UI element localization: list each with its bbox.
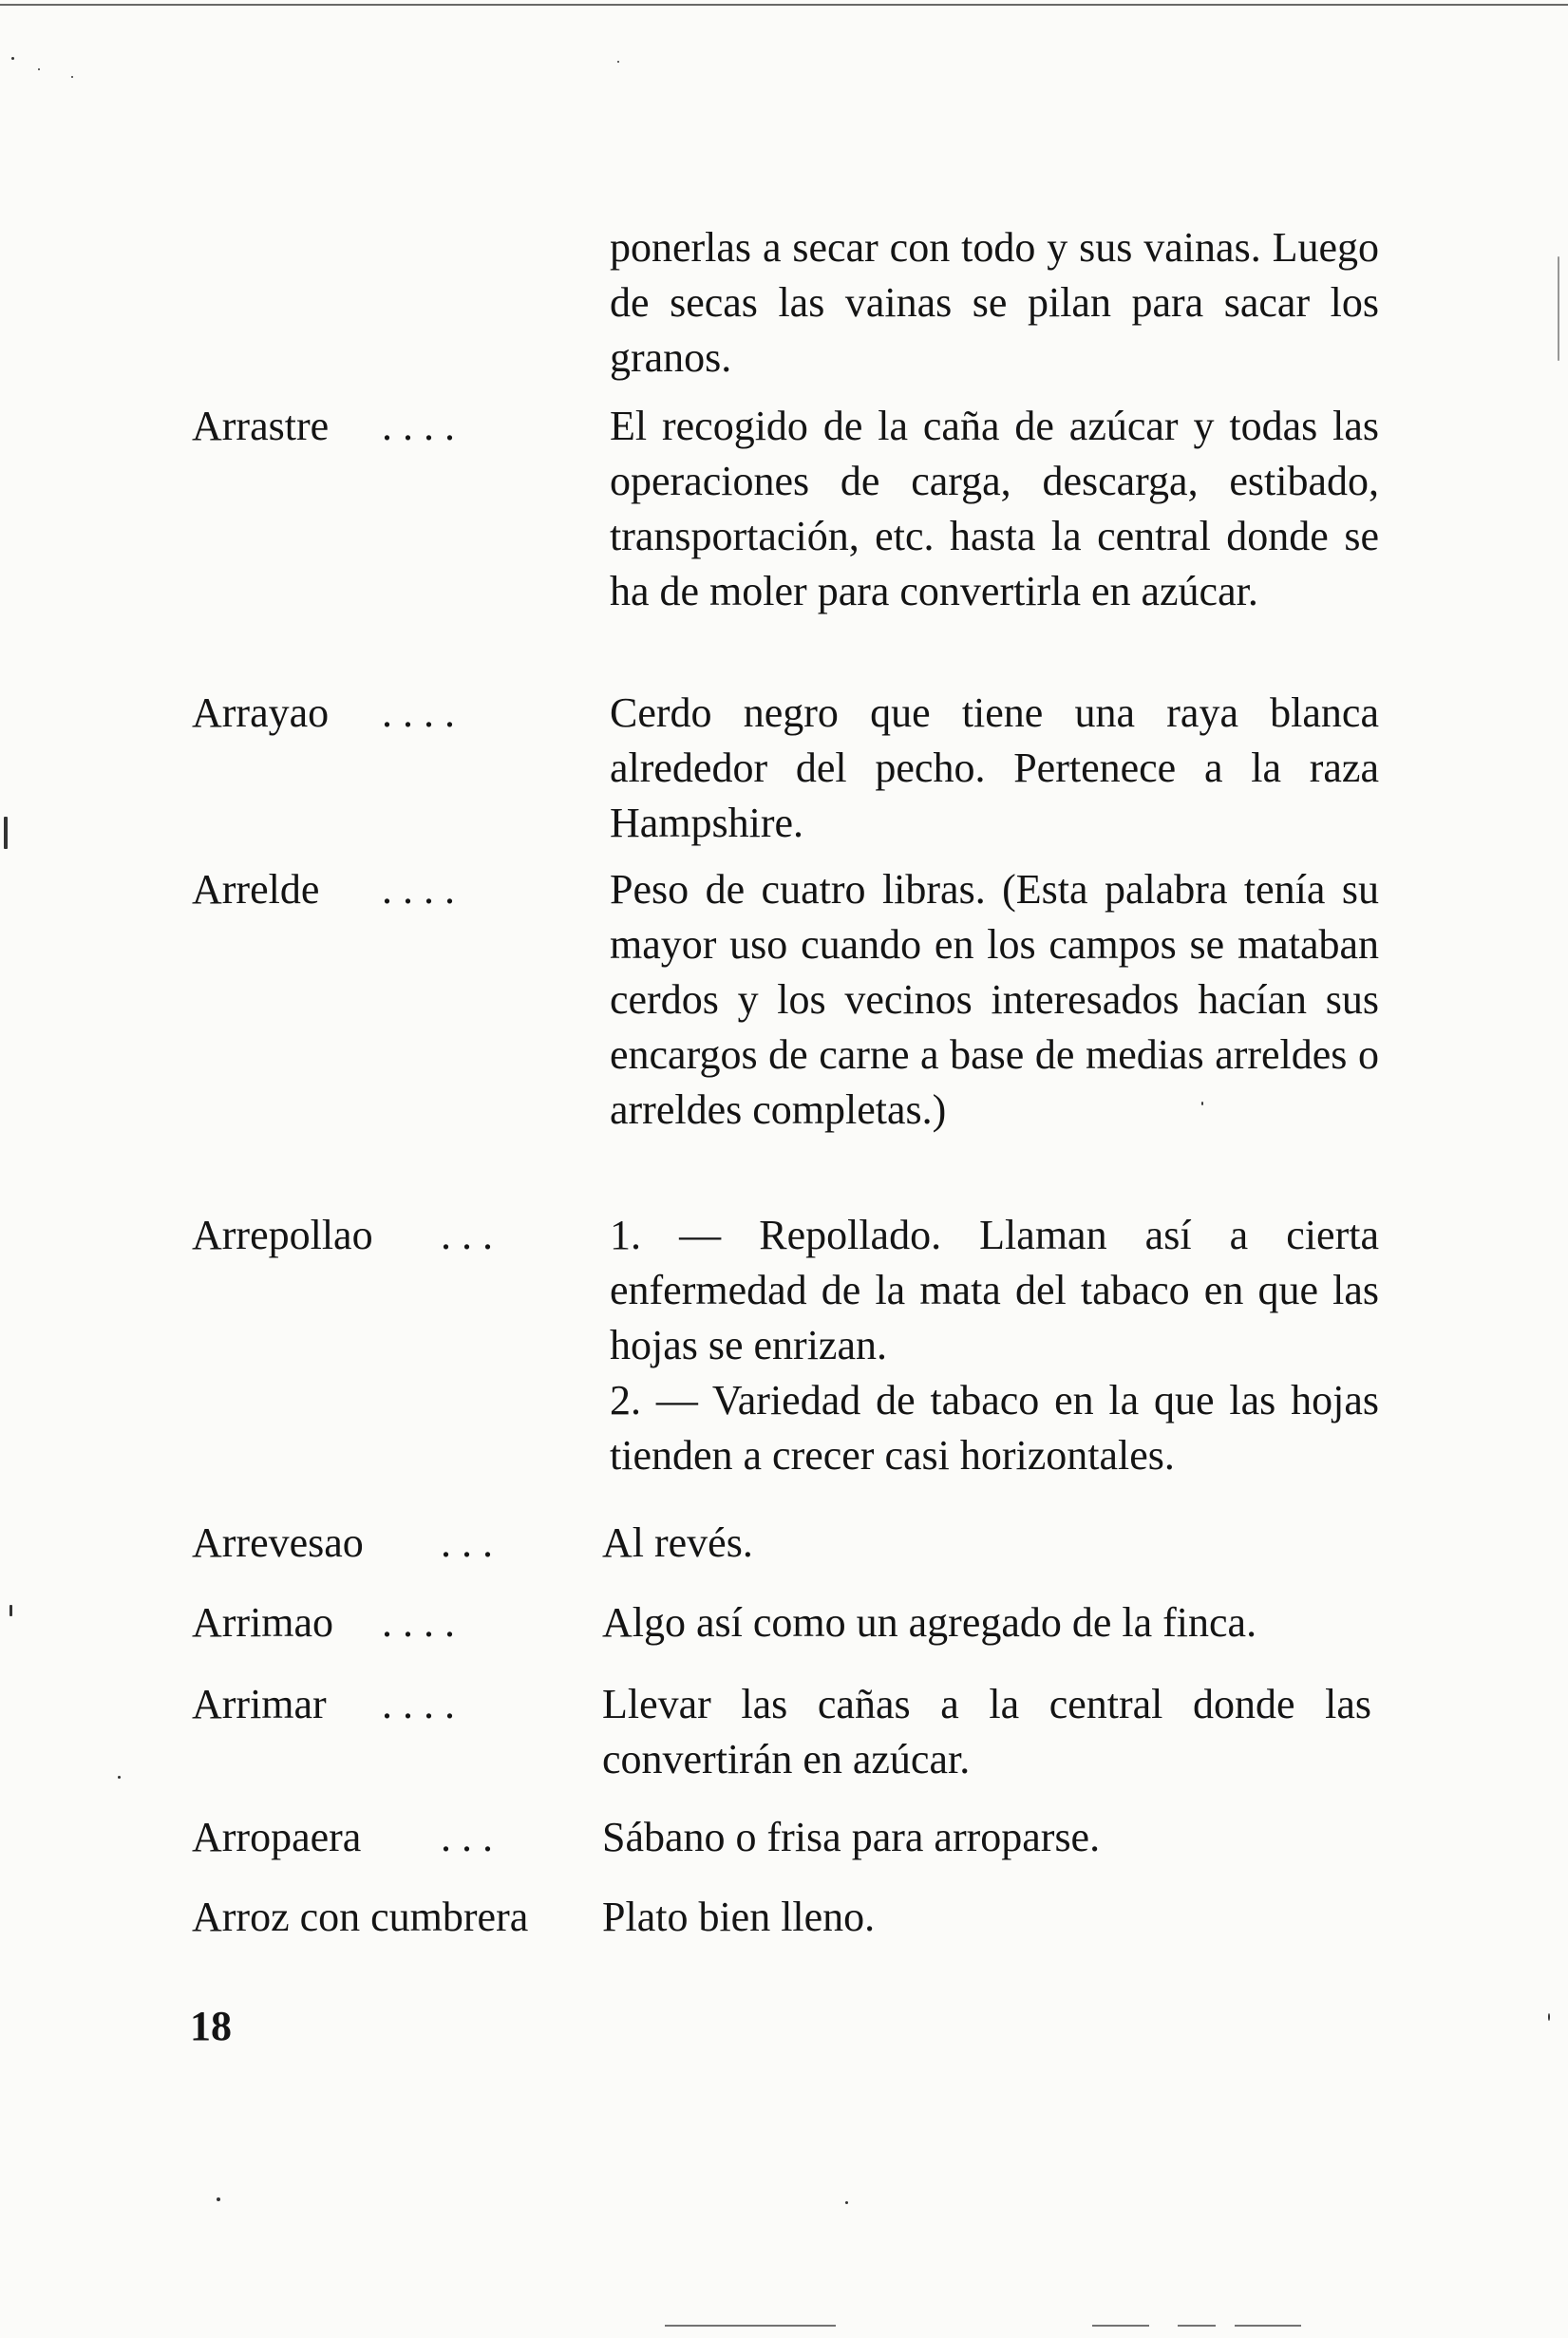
entry-term: Arrelde	[192, 866, 320, 913]
entry-definition	[602, 1516, 1371, 1571]
scan-speck	[1548, 2013, 1550, 2021]
entry-definition	[610, 399, 1379, 619]
scan-speck	[38, 68, 40, 70]
leader-dots: . . .	[441, 1519, 493, 1566]
definition-paragraph: Algo así como un agregado de la finca.	[602, 1599, 1257, 1646]
leader-dots: . . .	[441, 1212, 493, 1258]
entry-term: Arrevesao	[192, 1519, 364, 1566]
leader-dots: . . .	[441, 1814, 493, 1860]
scan-speck	[9, 1605, 12, 1616]
scan-edge-top	[0, 4, 1568, 6]
scan-speck	[217, 2197, 220, 2201]
leader-dots: . . . .	[382, 689, 455, 736]
scan-edge-bottom	[1235, 2325, 1301, 2327]
leader-dots: . . . .	[382, 1681, 455, 1727]
definition-paragraph: Cerdo negro que tiene una raya blanca alrededor del pecho. Pertenece a la raza Hampshire.	[610, 689, 1379, 846]
scan-speck	[4, 817, 8, 849]
entry-term: Arrepollao	[192, 1212, 373, 1258]
page-number: 18	[190, 2003, 232, 2049]
scan-edge-bottom	[1178, 2325, 1216, 2327]
scan-edge-bottom	[665, 2325, 836, 2327]
continued-definition: ponerlas a secar con todo y sus vainas. Luego de secas las vainas se pilan para sacar los granos.	[610, 224, 1379, 381]
definition-paragraph: Al revés.	[602, 1519, 753, 1566]
entry-definition	[602, 1810, 1371, 1865]
scan-speck	[71, 76, 73, 78]
entry-definition	[602, 1677, 1371, 1787]
definition-paragraph: Sábano o frisa para arroparse.	[602, 1814, 1101, 1860]
entry-term: Arrimar	[192, 1681, 327, 1727]
definition-paragraph: El recogido de la caña de azúcar y todas las operaciones de carga, descarga, estibado, transportación, etc. hasta la central donde se ha de moler para convertirla en azúcar.	[610, 403, 1379, 614]
entry-definition	[610, 1208, 1379, 1483]
scan-speck	[845, 2201, 848, 2204]
scan-edge-bottom	[1092, 2325, 1149, 2327]
leader-dots: . . . .	[382, 1599, 455, 1646]
scan-speck	[118, 1776, 121, 1779]
entry-term: Arropaera	[192, 1814, 362, 1860]
entry-definition	[610, 862, 1379, 1138]
scan-speck	[1558, 256, 1559, 361]
definition-paragraph: Peso de cuatro libras. (Esta palabra tenía su mayor uso cuando en los campos se mataban cerdos y los vecinos interesados hacían sus encargos de carne a base de medias arreldes o arreldes completas.)	[610, 866, 1379, 1133]
definition-paragraph: 1. — Repollado. Llaman así a cierta enfermedad de la mata del tabaco en que las hojas se enrizan.	[610, 1212, 1379, 1368]
entry-term: Arroz con cumbrera	[192, 1894, 529, 1940]
entry-term: Arrastre	[192, 403, 330, 449]
entry-definition	[610, 686, 1379, 851]
entry-definition	[602, 1890, 1371, 1945]
entry-definition	[602, 1595, 1371, 1650]
leader-dots: . . . .	[382, 866, 455, 913]
definition-paragraph: 2. — Variedad de tabaco en la que las hojas tienden a crecer casi horizontales.	[610, 1377, 1379, 1479]
entry-term: Arrimao	[192, 1599, 334, 1646]
scan-speck	[11, 57, 14, 60]
scan-speck	[617, 61, 619, 63]
leader-dots: . . . .	[382, 403, 455, 449]
definition-paragraph: Plato bien lleno.	[602, 1894, 876, 1940]
definition-paragraph: Llevar las cañas a la central donde las convertirán en azúcar.	[602, 1681, 1371, 1782]
entry-term: Arrayao	[192, 689, 330, 736]
